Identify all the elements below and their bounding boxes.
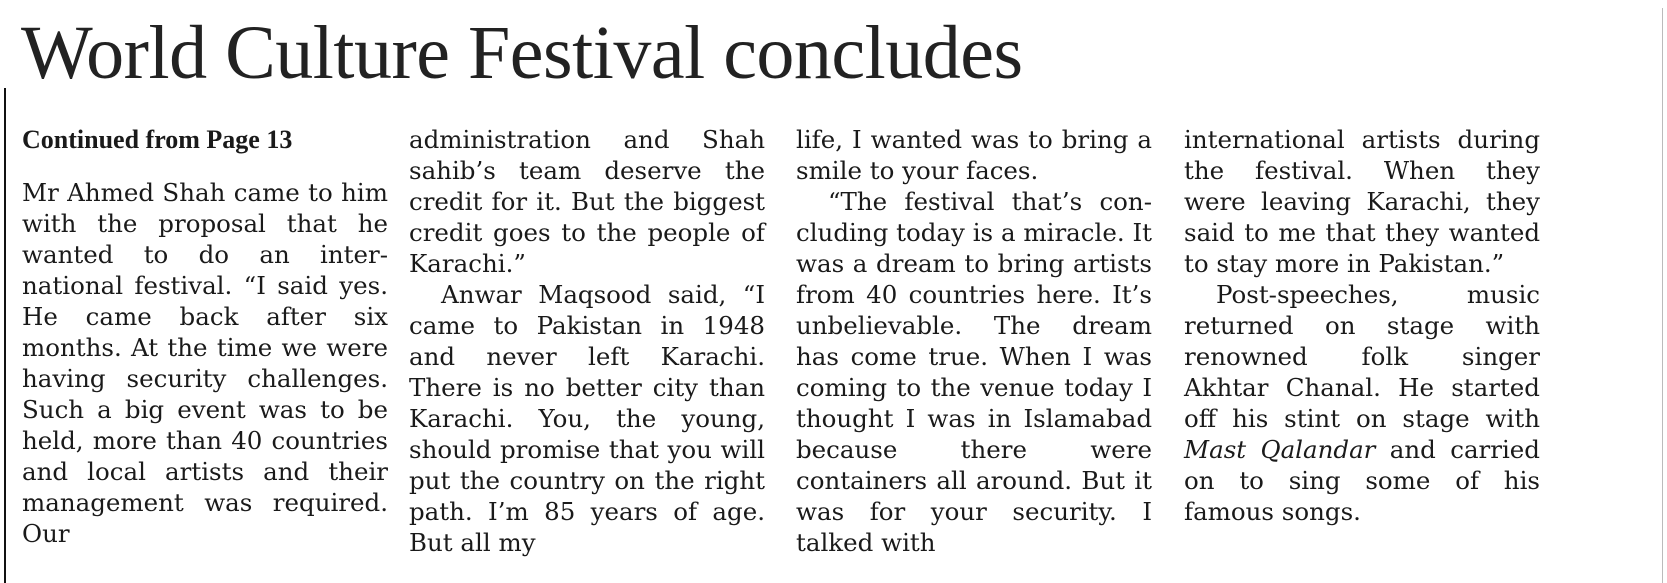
headline: World Culture Festival concludes xyxy=(21,11,1023,95)
continued-from-label: Continued from Page 13 xyxy=(22,125,293,154)
column-3-paragraph-2: “The festival that’s concluding today is a miracle. It was a dream to bring artists from 40 countries here. It’s unbelievable. The dream has come true. When I was coming to the venue today I thought I was in Islamabad because there were containers all around. But it was for your security. I talked with xyxy=(796,187,1152,557)
left-rule xyxy=(4,88,6,583)
right-rule xyxy=(1662,8,1663,583)
article-column-2 xyxy=(409,124,765,558)
song-title: Mast Qalandar xyxy=(1184,435,1376,464)
article-column-3 xyxy=(796,124,1152,558)
column-4-text-b: and carried on to sing some of his famous songs. xyxy=(1184,435,1540,526)
article-column-1 xyxy=(22,124,388,549)
column-4-paragraph-2 xyxy=(1184,279,1540,527)
column-1-paragraph: Mr Ahmed Shah came to him with the proposal that he wanted to do an international festival. “I said yes. He came back after six months. At the time we were having security challenges. Such a big event was to be held, more than 40 countries and local artists and their management was required. Our xyxy=(22,178,388,548)
column-4-text-a: Post-speeches, music returned on stage with renowned folk singer Akhtar Chanal. He started off his stint on stage with xyxy=(1184,280,1540,433)
column-3-paragraph-1: life, I wanted was to bring a smile to your faces. xyxy=(796,125,1152,185)
column-4-paragraph-1: international artists during the festival. When they were leaving Karachi, they said to me that they wanted to stay more in Pakistan.” xyxy=(1184,125,1540,278)
article-column-4 xyxy=(1184,124,1540,527)
column-2-paragraph-1: administration and Shah sahib’s team deserve the credit for it. But the biggest credit goes to the people of Karachi.” xyxy=(409,125,765,278)
column-2-paragraph-2: Anwar Maqsood said, “I came to Pakistan in 1948 and never left Karachi. There is no better city than Karachi. You, the young, should promise that you will put the country on the right path. I’m 85 years of age. But all my xyxy=(409,280,765,557)
